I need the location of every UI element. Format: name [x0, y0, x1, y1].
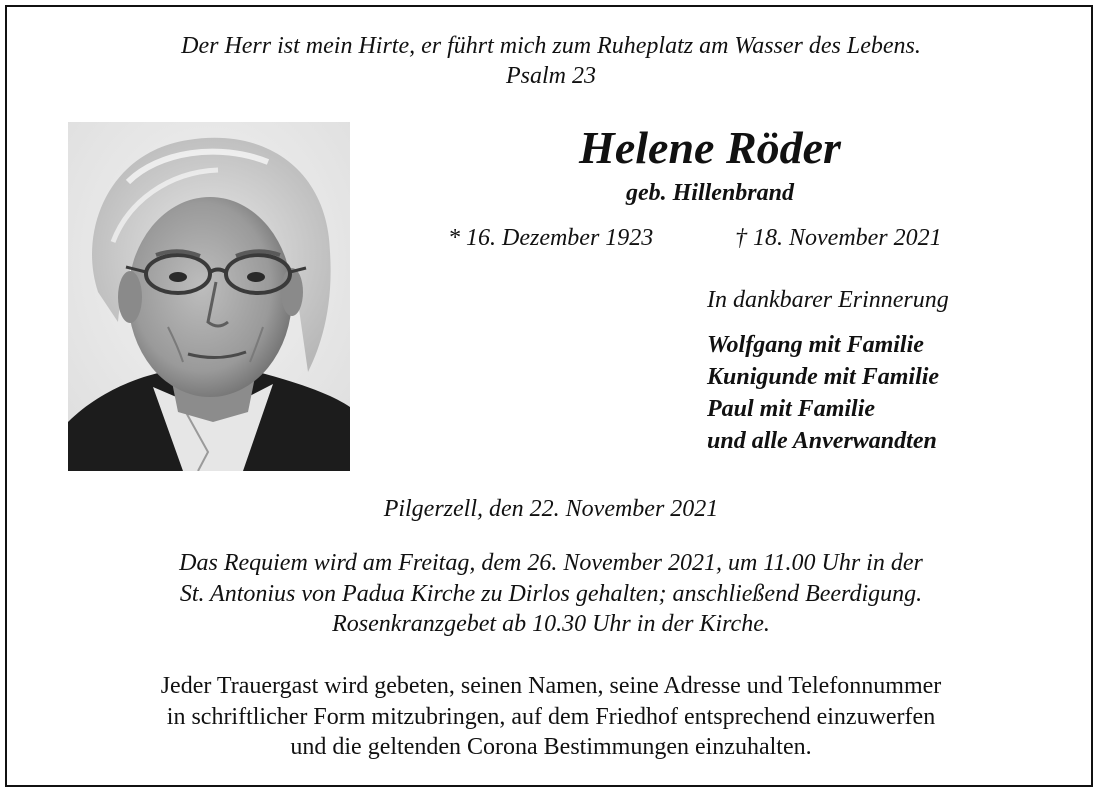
portrait-photo [68, 122, 350, 471]
mourner-item: und alle Anverwandten [707, 428, 937, 454]
mourner-item: Wolfgang mit Familie [707, 332, 924, 358]
mourners-list [707, 329, 939, 457]
psalm-motto [0, 31, 1102, 91]
mourner-item: Kunigunde mit Familie [707, 364, 940, 390]
maiden-name: geb. Hillenbrand [625, 180, 794, 206]
requiem-line: Das Requiem wird am Freitag, dem 26. November 2021, um 11.00 Uhr in der [179, 550, 923, 576]
death-date: † 18. November 2021 [735, 225, 942, 251]
notice-line: Jeder Trauergast wird gebeten, seinen Namen, seine Adresse und Telefonnummer [160, 673, 942, 699]
notice-line: in schriftlicher Form mitzubringen, auf dem Friedhof entsprechend einzuwerfen [166, 703, 936, 730]
birth-date: * 16. Dezember 1923 [448, 225, 654, 251]
motto-source: Psalm 23 [506, 63, 596, 89]
requiem-line: Rosenkranzgebet ab 10.30 Uhr in der Kirche. [332, 611, 770, 637]
place-date: Pilgerzell, den 22. November 2021 [383, 496, 719, 522]
motto-quote: Der Herr ist mein Hirte, er führt mich zum Ruheplatz am Wasser des Lebens. [181, 33, 921, 59]
mourner-item: Paul mit Familie [707, 396, 876, 422]
deceased-name: Helene Röder [579, 122, 841, 173]
corona-notice [0, 671, 1102, 763]
requiem-info [0, 548, 1102, 640]
requiem-line: St. Antonius von Padua Kirche zu Dirlos gehalten; anschließend Beerdigung. [179, 580, 923, 607]
notice-line: und die geltenden Corona Bestimmungen einzuhalten. [290, 734, 812, 760]
remembrance-intro: In dankbarer Erinnerung [707, 287, 949, 313]
